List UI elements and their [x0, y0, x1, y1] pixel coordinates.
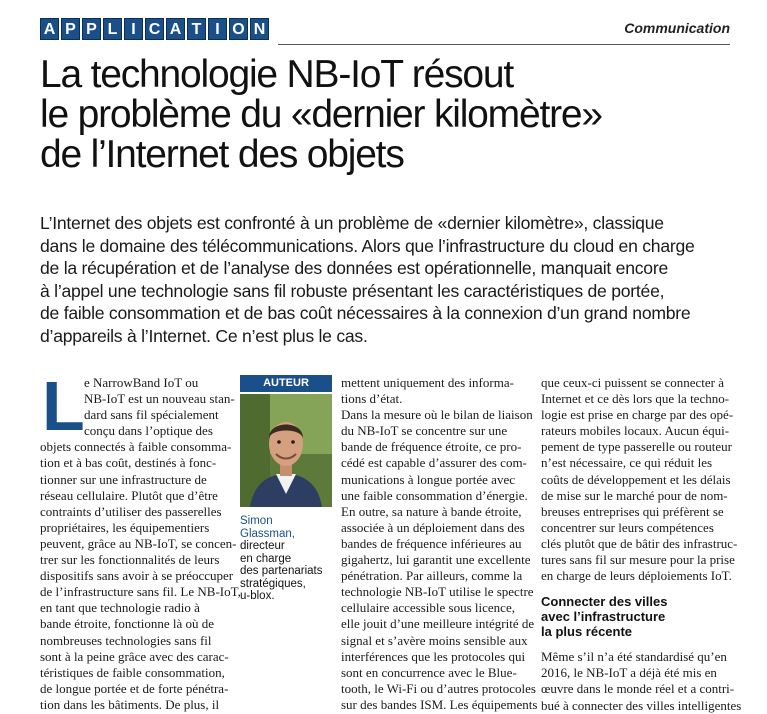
- body-line: En outre, sa nature à bande étroite,: [341, 503, 522, 519]
- body-line: e NarrowBand IoT ou: [84, 375, 199, 390]
- kicker-letter: T: [187, 18, 206, 40]
- body-line: cellulaire accessible sous licence,: [341, 600, 515, 616]
- body-line: signal et s’avère moins sensible aux: [341, 632, 528, 648]
- body-line: tures sans fil sur mesure pour la prise: [541, 552, 735, 568]
- body-line: mettent uniquement des informa-: [341, 375, 514, 390]
- body-line: clés plutôt que de bâtir des infrastruc-: [541, 535, 738, 551]
- body-line: conçu dans l’optique des: [84, 423, 213, 439]
- drop-cap: L: [42, 367, 85, 445]
- body-line: cédé est capable d’assurer des com-: [341, 455, 527, 471]
- body-line: pénétration. Par ailleurs, comme la: [341, 568, 523, 584]
- body-line: tions d’état.: [341, 391, 403, 407]
- article-headline: [40, 55, 740, 175]
- body-line: réseau cellulaire. Plutôt que d’être: [40, 487, 218, 503]
- body-line: objets connectés à faible consomma-: [40, 439, 232, 455]
- body-line: rateurs mobiles locaux. Aucun équi-: [541, 423, 730, 439]
- lead-line: d’appareils à l’Internet. Ce n’est plus le cas.: [40, 325, 368, 346]
- kicker-letter: O: [229, 18, 248, 40]
- lead-line: de la récupération et de l’analyse des données est opérationnelle, manquait encore: [40, 258, 668, 278]
- body-line: logie est prise en charge par des opé-: [541, 407, 734, 423]
- body-line: munications à longue portée avec: [341, 471, 515, 487]
- headline-line: de l’Internet des objets: [40, 133, 404, 176]
- body-line: Internet et ce dès lors que la techno-: [541, 391, 730, 407]
- body-line: tooth, le Wi-Fi ou d’autres protocoles: [341, 680, 536, 696]
- body-column-1: [40, 367, 241, 713]
- rubric-divider: [278, 44, 730, 45]
- lead-line: à l’appel une technologie sans fil robuste présentant les caractéristiques de portée,: [40, 280, 665, 301]
- body-line: dispositifs sans avoir à se préoccuper: [40, 568, 234, 584]
- lead-line: L’Internet des objets est confronté à un problème de «dernier kilomètre», classique: [40, 213, 664, 233]
- section-header: [40, 12, 730, 42]
- kicker-letter: A: [166, 18, 185, 40]
- body-line: de l’infrastructure sans fil. Le NB-IoT,: [40, 584, 241, 600]
- author-name: Simon: [240, 515, 273, 527]
- body-line: NB-IoT est un nouveau stan-: [84, 391, 235, 407]
- body-line: une faible consommation d’énergie.: [341, 487, 528, 503]
- kicker-letter: A: [40, 18, 59, 40]
- body-line: propriétaires, les équipementiers: [40, 519, 210, 535]
- body-line: tion dans les bâtiments. De plus, il: [40, 696, 220, 712]
- body-line: en tant que technologie radio à: [40, 600, 200, 616]
- section-subhead: [541, 594, 731, 639]
- author-role-line: u-blox.: [240, 590, 275, 602]
- kicker-letter: P: [61, 18, 80, 40]
- kicker-letter: L: [103, 18, 122, 40]
- body-line: contraints d’utiliser des passerelles: [40, 503, 222, 519]
- body-line: sont à la peine grâce avec des carac-: [40, 648, 229, 664]
- body-line: concentrer sur leurs compétences: [541, 519, 714, 535]
- author-role-line: en charge: [240, 552, 292, 565]
- body-line: Dans la mesure où le bilan de liaison: [341, 407, 533, 423]
- body-line: de longue portée et de forte pénétra-: [40, 680, 229, 696]
- body-line: sur des bandes ISM. Les équipements: [341, 696, 538, 712]
- body-line: coûts de développement et les délais: [541, 471, 731, 487]
- body-line: que ceux-ci puissent se connecter à: [541, 375, 725, 390]
- body-line: trer sur les fonctionnalités de leurs: [40, 552, 220, 568]
- body-line: téristiques de faible consommation,: [40, 664, 225, 680]
- author-photo: [240, 394, 332, 507]
- body-line: 2016, le NB-IoT a déjà été mis en: [541, 665, 717, 681]
- body-line: nombreuses technologies sans fil: [40, 632, 212, 648]
- headline-line: La technologie NB-IoT résout: [40, 53, 513, 96]
- section-kicker: [40, 18, 269, 40]
- kicker-letter: N: [250, 18, 269, 40]
- body-line: sont en concurrence avec le Blue-: [341, 664, 517, 680]
- body-line: elle jouit d’une meilleure intégrité de: [341, 616, 535, 632]
- body-line: bande étroite, fonctionne là où de: [40, 616, 214, 632]
- body-line: associée à un déploiement dans des: [341, 519, 525, 535]
- kicker-letter: I: [208, 18, 227, 40]
- author-tag: AUTEUR: [240, 375, 332, 392]
- body-line: dard sans fil spécialement: [84, 407, 219, 423]
- body-line: bande de fréquence étroite, ce pro-: [341, 439, 522, 455]
- body-line: Même s’il n’a été standardisé qu’en: [541, 649, 727, 665]
- body-line: œuvre dans le monde réel et a contri-: [541, 681, 735, 697]
- kicker-letter: P: [82, 18, 101, 40]
- rubric-label: Communication: [624, 20, 730, 36]
- body-column-3: [541, 375, 742, 714]
- body-line: tion et à bas coût, destinés à fonc-: [40, 455, 217, 471]
- body-line: pement de type passerelle ou routeur: [541, 439, 732, 455]
- body-line: n’est nécessaire, ce qui réduit les: [541, 455, 713, 471]
- author-box: [240, 375, 332, 603]
- body-line: breuses entreprises qui préfèrent se: [541, 503, 724, 519]
- body-line: interférences que les protocoles qui: [341, 648, 526, 664]
- subhead-line: Connecter des villes: [541, 594, 668, 610]
- article-lead: [40, 212, 740, 347]
- subhead-line: la plus récente: [541, 624, 633, 640]
- kicker-letter: C: [145, 18, 164, 40]
- body-line: de mise sur le marché pour de nom-: [541, 487, 728, 503]
- body-line: peuvent, grâce au NB-IoT, se concen-: [40, 535, 237, 551]
- author-role-line: des partenariats: [240, 565, 323, 577]
- body-line: du NB-IoT se concentre sur une: [341, 423, 508, 439]
- body-column-2: [341, 375, 538, 713]
- lead-line: de faible consommation et de bas coût nécessaires à la connexion d’un grand nombre: [40, 303, 691, 323]
- headline-line: le problème du «dernier kilomètre»: [40, 93, 602, 136]
- body-line: bué à connecter des villes intelligentes: [541, 697, 742, 713]
- body-line: tionner sur une infrastructure de: [40, 471, 207, 487]
- body-line: bandes de fréquence inférieures au: [341, 535, 522, 551]
- subhead-line: avec l’infrastructure: [541, 609, 666, 625]
- lead-line: dans le domaine des télécommunications. Alors que l’infrastructure du cloud en charge: [40, 235, 695, 256]
- body-line: gigahertz, lui garantit une excellente: [341, 552, 531, 568]
- author-role-line: directeur: [240, 540, 285, 552]
- kicker-letter: I: [124, 18, 143, 40]
- body-line: en charge de leurs déploiements IoT.: [541, 568, 732, 584]
- author-name: Glassman,: [240, 527, 295, 540]
- author-caption: [240, 515, 332, 603]
- author-role-line: stratégiques,: [240, 577, 306, 590]
- body-line: technologie NB-IoT utilise le spectre: [341, 584, 534, 600]
